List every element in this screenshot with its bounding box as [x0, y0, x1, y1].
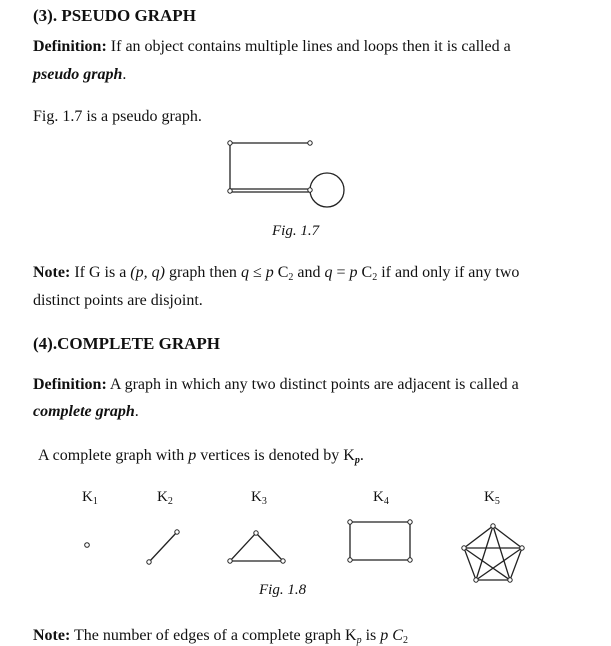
note-pc: p C — [380, 627, 403, 644]
vertex — [228, 559, 232, 563]
note-leq: ≤ — [252, 264, 262, 281]
k2-graph — [147, 530, 179, 564]
denote-p: p — [188, 447, 197, 464]
edge — [149, 532, 177, 562]
denote-sub: p — [354, 455, 360, 466]
period: . — [134, 403, 139, 420]
note-p: p — [349, 264, 358, 281]
vertex — [281, 559, 285, 563]
edges — [230, 533, 283, 561]
note-c: C — [277, 264, 289, 281]
note-c: C — [361, 264, 373, 281]
k1-label: $K_1$ — [82, 489, 98, 507]
note1-line2: distinct points are disjoint. — [33, 292, 203, 309]
k5-graph — [462, 524, 524, 582]
k3-graph — [228, 531, 285, 563]
section-heading-complete-graph: (4).COMPLETE GRAPH — [33, 334, 220, 353]
note-p: p — [265, 264, 274, 281]
k4-label: $K_4$ — [373, 489, 389, 507]
edges — [464, 526, 522, 580]
definition-label: Definition: — [33, 376, 107, 393]
note-label: Note: — [33, 264, 71, 281]
note-q: q — [240, 264, 249, 281]
note-sub: 2 — [288, 272, 294, 283]
note-sub: p — [356, 635, 362, 646]
note-text: graph then — [168, 264, 237, 281]
vertex — [85, 543, 90, 548]
note-eq: = — [336, 264, 346, 281]
note-pq: (p, q) — [130, 264, 165, 281]
k1-graph — [85, 543, 90, 548]
vertex — [348, 558, 352, 562]
vertex — [147, 560, 151, 564]
vertex — [408, 558, 412, 562]
note-text: The number of edges of a complete graph K — [74, 627, 357, 644]
definition-text: If an object contains multiple lines and loops then it is called a — [110, 38, 511, 55]
note-sub: 2 — [372, 272, 378, 283]
k3-label: $K_3$ — [251, 489, 267, 507]
k2-label: $K_2$ — [157, 489, 173, 507]
note-text: If G is a — [74, 264, 127, 281]
note-text: if and only if any two — [381, 264, 520, 281]
note-sub: 2 — [402, 635, 408, 646]
vertex — [408, 520, 412, 524]
vertex — [175, 530, 179, 534]
fig-caption-1-7: Fig. 1.7 — [272, 223, 320, 239]
k4-graph — [348, 520, 412, 562]
complete-graph-term: complete graph — [33, 403, 135, 420]
vertex — [474, 578, 478, 582]
period: . — [359, 447, 364, 464]
denote-text: A complete graph with — [38, 447, 185, 464]
note-label: Note: — [33, 627, 71, 644]
definition-label: Definition: — [33, 38, 107, 55]
note-q: q — [324, 264, 333, 281]
denote-text: vertices is denoted by K — [200, 447, 355, 464]
pseudo-graph-term: pseudo graph — [33, 66, 123, 83]
vertex — [508, 578, 512, 582]
edges — [350, 522, 410, 560]
section-heading-pseudo-graph: (3). PSEUDO GRAPH — [33, 6, 196, 25]
vertex — [348, 520, 352, 524]
definition-text: A graph in which any two distinct points are adjacent is called a — [109, 376, 519, 393]
fig-intro: Fig. 1.7 is a pseudo graph. — [33, 108, 202, 125]
vertex — [254, 531, 258, 535]
vertex — [520, 546, 524, 550]
k5-label: $K_5$ — [484, 489, 500, 507]
fig-caption-1-8: Fig. 1.8 — [259, 582, 307, 598]
period: . — [122, 66, 127, 83]
note2-line — [33, 627, 408, 646]
note-and: and — [297, 264, 321, 281]
note-text: is — [365, 627, 377, 644]
vertex — [462, 546, 466, 550]
vertex — [491, 524, 495, 528]
